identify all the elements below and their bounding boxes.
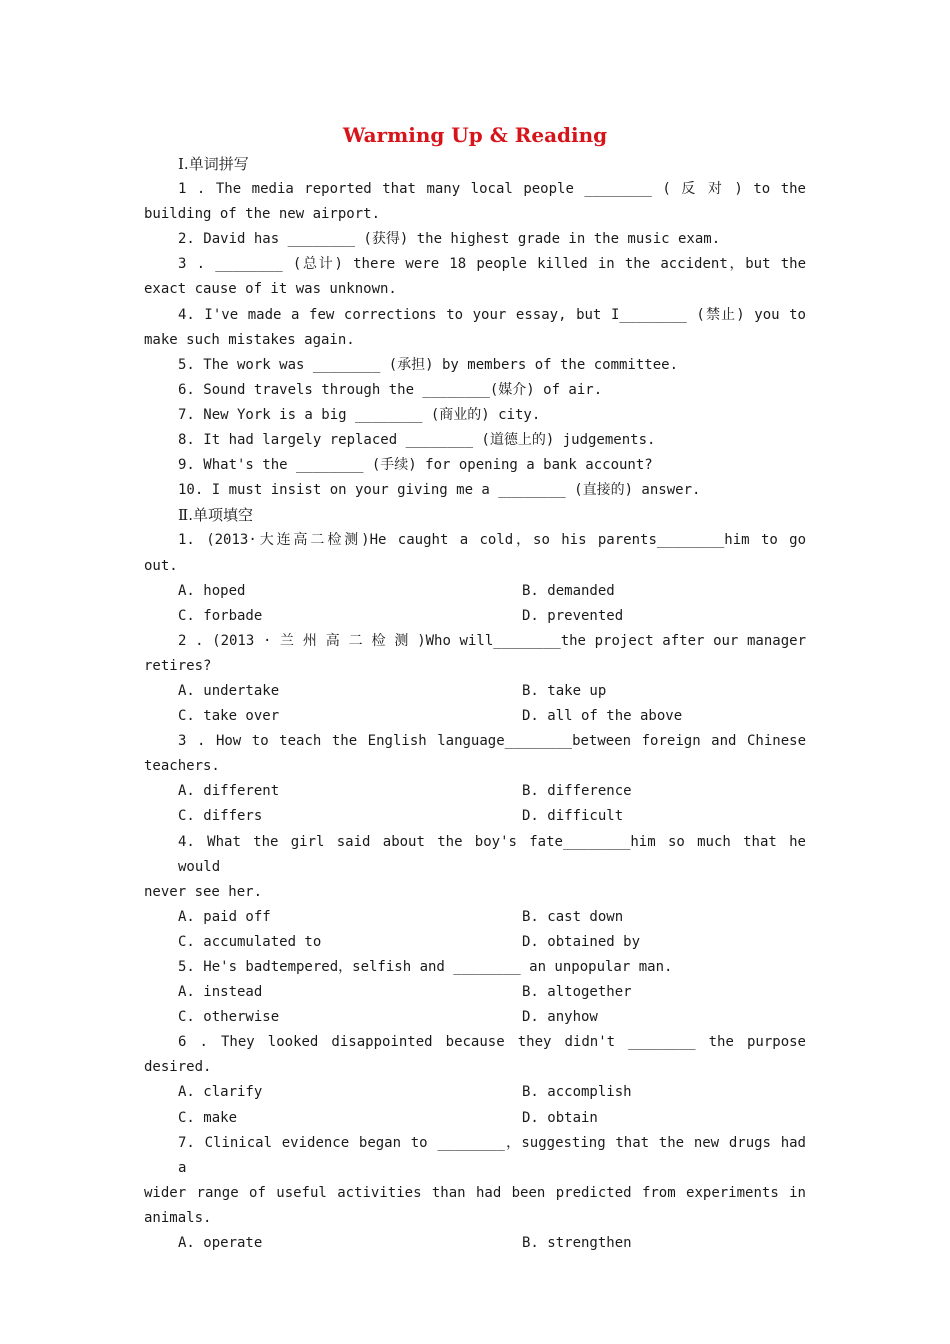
option-b: B. accomplish (522, 1084, 632, 1101)
section-heading-spelling: Ⅰ.单词拼写 (178, 155, 249, 173)
option-row (144, 930, 806, 955)
option-c: C. make (178, 1109, 238, 1126)
option-a: A. paid off (178, 908, 271, 925)
option-row (144, 579, 806, 604)
option-a: A. operate (178, 1235, 263, 1252)
option-c: C. take over (178, 708, 280, 725)
option-d: D. all of the above (522, 708, 683, 725)
question-cont: wider range of useful activities than had been predicted from experiments in (144, 1184, 806, 1201)
option-row (144, 1005, 806, 1030)
page-title: Warming Up & Reading (342, 123, 608, 147)
option-c: C. differs (178, 808, 263, 825)
list-item-cont: exact cause of it was unknown. (144, 281, 397, 298)
option-a: A. undertake (178, 682, 280, 699)
question-cont: animals. (144, 1209, 212, 1226)
option-a: A. instead (178, 984, 263, 1001)
question-cont: never see her. (144, 883, 263, 900)
question-cont: desired. (144, 1059, 212, 1076)
option-a: A. hoped (178, 582, 246, 599)
list-item: 1 . The media reported that many local people ________ ( 反 对 ) to the (178, 181, 806, 198)
option-d: D. difficult (522, 808, 624, 825)
question: 2 . (2013 · 兰 州 高 二 检 测 )Who will________the project after our manager (178, 632, 806, 649)
option-row (144, 679, 806, 704)
list-item: 6. Sound travels through the ________(媒介) of air. (178, 381, 603, 398)
option-d: D. obtained by (522, 933, 641, 950)
option-c: C. forbade (178, 607, 263, 624)
question: 7. Clinical evidence began to ________，suggesting that the new drugs had a (178, 1134, 806, 1176)
option-row (144, 1231, 806, 1256)
option-d: D. obtain (522, 1109, 598, 1126)
option-row (144, 905, 806, 930)
option-row (144, 804, 806, 829)
list-item: 2. David has ________ (获得) the highest grade in the music exam. (178, 231, 721, 248)
section-heading-choice: Ⅱ.单项填空 (178, 506, 253, 525)
list-item: 4. I've made a few corrections to your essay, but I________ (禁止) you to (178, 306, 806, 323)
option-b: B. difference (522, 783, 632, 800)
list-item: 8. It had largely replaced ________ (道德上的) judgements. (178, 432, 656, 449)
option-row (144, 604, 806, 629)
question-cont: out. (144, 557, 178, 574)
option-a: A. different (178, 783, 280, 800)
option-row (144, 704, 806, 729)
question-cont: teachers. (144, 758, 220, 775)
option-row (144, 980, 806, 1005)
option-b: B. strengthen (522, 1235, 632, 1252)
list-item-cont: building of the new airport. (144, 206, 381, 223)
option-b: B. demanded (522, 582, 615, 599)
option-row (144, 1106, 806, 1131)
option-b: B. altogether (522, 984, 632, 1001)
list-item: 5. The work was ________ (承担) by members of the committee. (178, 356, 679, 373)
question: 3 . How to teach the English language________between foreign and Chinese (178, 733, 806, 750)
option-d: D. anyhow (522, 1009, 598, 1026)
list-item-cont: make such mistakes again. (144, 331, 355, 348)
option-b: B. take up (522, 682, 607, 699)
question: 4. What the girl said about the boy's fate________him so much that he would (178, 833, 806, 875)
question: 6 . They looked disappointed because they didn't ________ the purpose (178, 1034, 806, 1051)
list-item: 7. New York is a big ________ (商业的) city. (178, 406, 541, 423)
option-d: D. prevented (522, 607, 624, 624)
list-item: 3 . ________ (总计) there were 18 people killed in the accident，but the (178, 256, 806, 273)
option-row (144, 779, 806, 804)
question-cont: retires? (144, 657, 212, 674)
document-page (144, 118, 806, 1256)
option-c: C. accumulated to (178, 933, 322, 950)
question: 5. He's badtempered，selfish and ________ an unpopular man. (178, 959, 673, 975)
option-c: C. otherwise (178, 1009, 280, 1026)
option-b: B. cast down (522, 908, 624, 925)
list-item: 10. I must insist on your giving me a ________ (直接的) answer. (178, 482, 701, 499)
question: 1. (2013·大连高二检测)He caught a cold，so his parents________him to go (178, 532, 806, 549)
list-item: 9. What's the ________ (手续) for opening a bank account? (178, 457, 653, 474)
option-a: A. clarify (178, 1084, 263, 1101)
option-row (144, 1080, 806, 1105)
